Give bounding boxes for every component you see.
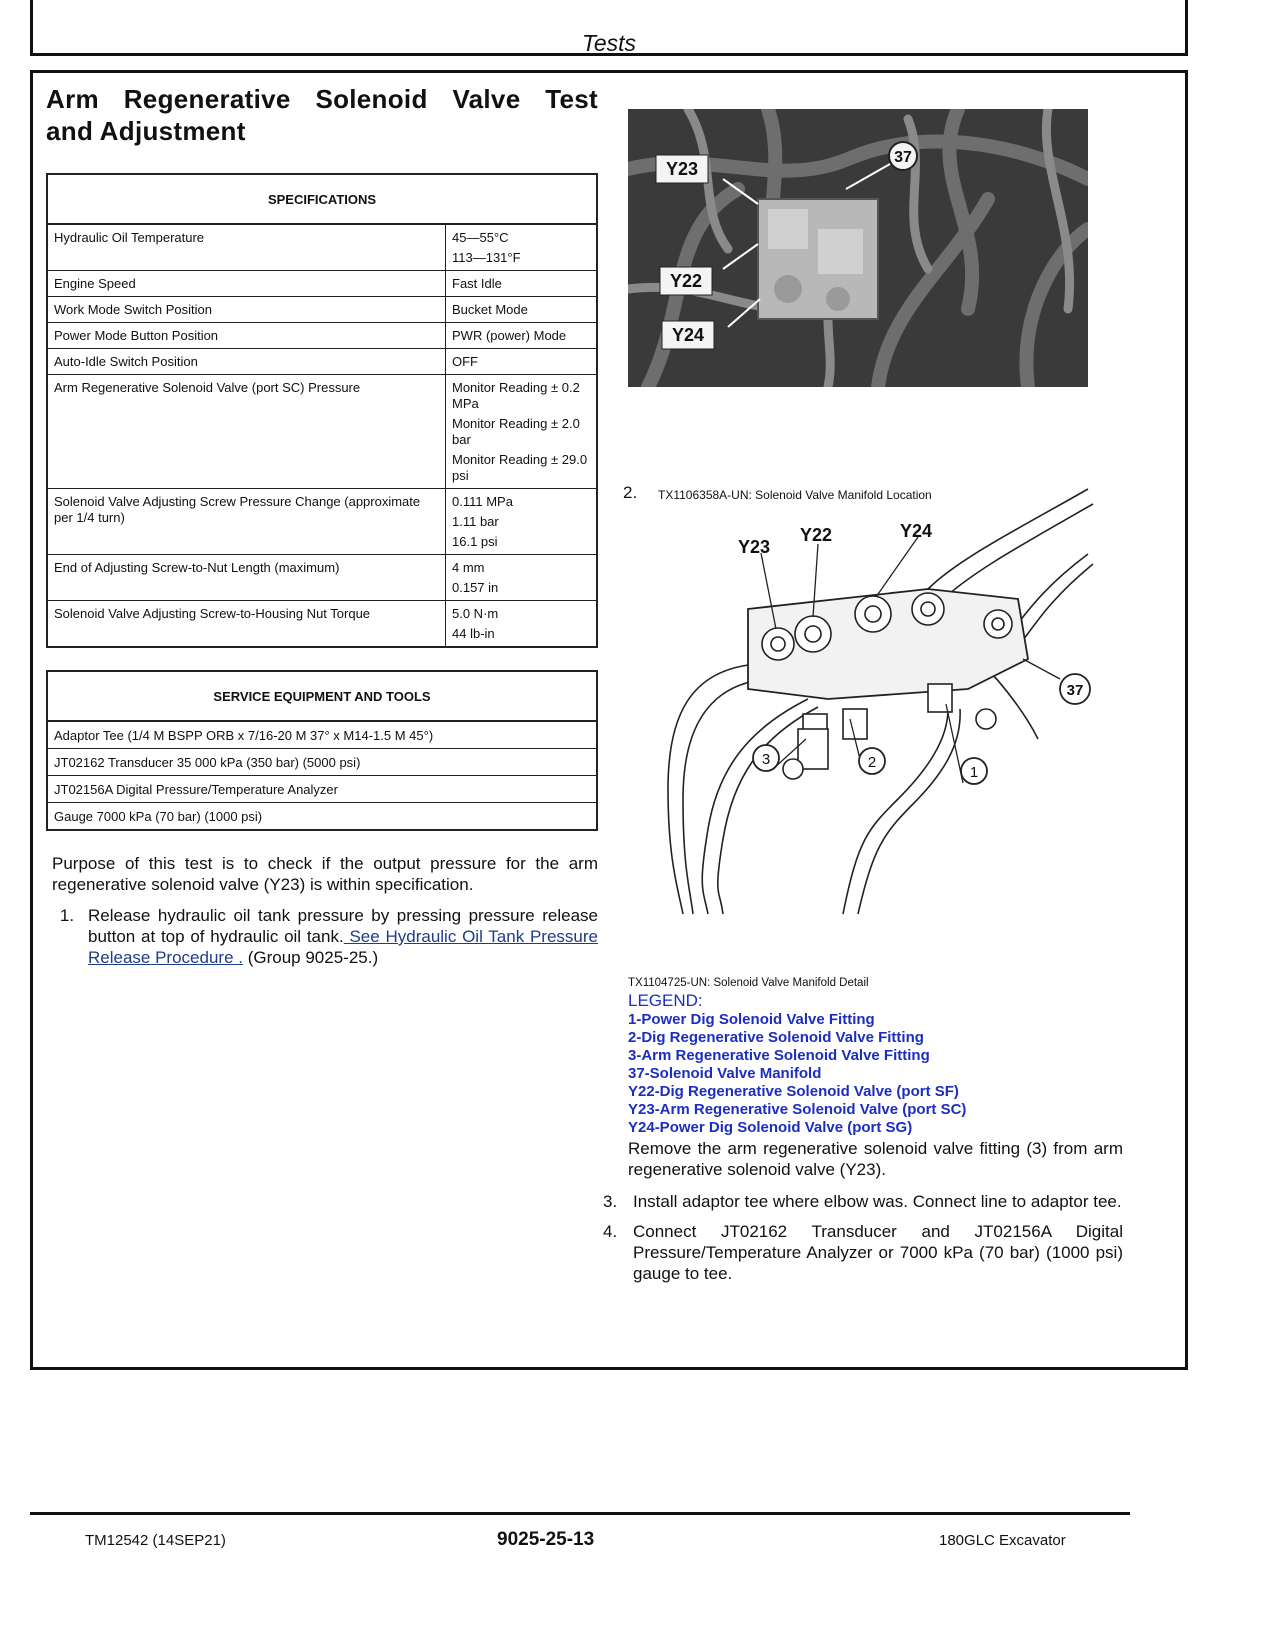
photo-label: Y22 [669, 271, 703, 291]
figure-caption: TX1104725-UN: Solenoid Valve Manifold Detail [628, 977, 869, 989]
manifold-location-photo [628, 109, 1088, 387]
step-text-part: (Group 9025-25.) [242, 948, 379, 967]
drawing-label: 3 [761, 751, 771, 768]
spec-value-line: 0.111 MPa [452, 494, 513, 509]
manifold-detail-drawing [628, 469, 1098, 919]
step-number: 1. [59, 906, 75, 925]
spec-label: Engine Speed [47, 271, 446, 297]
spec-value [446, 323, 598, 349]
spec-label: Solenoid Valve Adjusting Screw-to-Housing Nut Torque [47, 601, 446, 648]
footer-manual-id: TM12542 (14SEP21) [85, 1532, 226, 1549]
footer-divider [30, 1512, 1130, 1515]
table-row [47, 349, 597, 375]
table-row [47, 271, 597, 297]
legend-title: LEGEND: [628, 991, 703, 1010]
photo-label: Y24 [671, 325, 705, 345]
drawing-label: Y23 [738, 537, 771, 557]
legend-item: Y22-Dig Regenerative Solenoid Valve (port SF) [628, 1083, 959, 1100]
page-title-line1: Arm Regenerative Solenoid Valve Test [46, 84, 598, 114]
legend-item: 2-Dig Regenerative Solenoid Valve Fitting [628, 1029, 924, 1046]
spec-value-line: 16.1 psi [452, 534, 498, 549]
spec-value [446, 489, 598, 555]
step-2-instruction: Remove the arm regenerative solenoid valve fitting (3) from arm regenerative solenoid valve (Y23). [628, 1139, 1123, 1179]
table-row [47, 224, 597, 271]
spec-label: Auto-Idle Switch Position [47, 349, 446, 375]
spec-value-line: 113—131°F [452, 250, 521, 265]
table-row [47, 555, 597, 601]
table-row [47, 749, 597, 776]
page-header [30, 0, 1188, 56]
photo-label: 37 [894, 149, 912, 166]
tools-table [46, 670, 598, 831]
spec-value-line: Monitor Reading ± 2.0 bar [452, 416, 580, 447]
tool-item: Gauge 7000 kPa (70 bar) (1000 psi) [47, 803, 597, 831]
spec-label: Work Mode Switch Position [47, 297, 446, 323]
step-1 [46, 905, 598, 968]
spec-value-line: 45—55°C [452, 230, 509, 245]
step-4 [598, 1221, 1123, 1284]
table-row [47, 489, 597, 555]
footer-page-number: 9025-25-13 [497, 1529, 595, 1550]
spec-label: Arm Regenerative Solenoid Valve (port SC) Pressure [47, 375, 446, 489]
legend-item: 1-Power Dig Solenoid Valve Fitting [628, 1011, 875, 1028]
spec-value-line: Fast Idle [452, 276, 502, 291]
step-text: Connect JT02162 Transducer and JT02156A Digital Pressure/Temperature Analyzer or 7000 kPa (70 bar) (1000 psi) gauge to tee. [633, 1222, 1123, 1283]
page-title [46, 83, 598, 147]
spec-value [446, 271, 598, 297]
procedure-link[interactable]: See Hydraulic Oil Tank Pressure Release Procedure . [88, 927, 598, 967]
table-row [47, 721, 597, 749]
legend [628, 977, 1123, 1180]
spec-value [446, 297, 598, 323]
spec-label: End of Adjusting Screw-to-Nut Length (maximum) [47, 555, 446, 601]
spec-value [446, 224, 598, 271]
spec-value-line: 0.157 in [452, 580, 499, 595]
drawing-label: 1 [969, 764, 979, 781]
footer-model: 180GLC Excavator [939, 1532, 1066, 1549]
spec-value [446, 601, 598, 648]
step-text [88, 905, 598, 968]
photo-label: Y23 [665, 159, 699, 179]
spec-value-line: Bucket Mode [452, 302, 528, 317]
legend-item: 37-Solenoid Valve Manifold [628, 1065, 822, 1082]
legend-item: 3-Arm Regenerative Solenoid Valve Fitting [628, 1047, 930, 1064]
purpose-paragraph: Purpose of this test is to check if the output pressure for the arm regenerative solenoid valve (Y23) is within specification. [52, 854, 598, 894]
table-row [47, 776, 597, 803]
spec-value [446, 555, 598, 601]
spec-value-line: 1.11 bar [452, 514, 499, 529]
spec-label: Power Mode Button Position [47, 323, 446, 349]
drawing-label: Y22 [800, 525, 833, 545]
right-steps [598, 1191, 1123, 1293]
figure-caption: TX1106358A-UN: Solenoid Valve Manifold Location [658, 488, 932, 502]
content-box [30, 70, 1188, 1370]
drawing-label: 37 [1066, 682, 1084, 699]
specifications-title: SPECIFICATIONS [47, 174, 597, 224]
step-text-part: Release hydraulic oil tank pressure by pressing pressure release button at top of hydraulic oil tank. [88, 906, 598, 946]
table-row [47, 601, 597, 648]
drawing-label: Y24 [900, 521, 933, 541]
table-row [47, 803, 597, 831]
tool-item: Adaptor Tee (1/4 M BSPP ORB x 7/16-20 M 37° x M14-1.5 M 45°) [47, 721, 597, 749]
spec-value-line: OFF [452, 354, 478, 369]
table-row [47, 297, 597, 323]
table-row [47, 375, 597, 489]
spec-value-line: 44 lb-in [452, 626, 495, 641]
step-number: 3. [603, 1192, 618, 1211]
specifications-table [46, 173, 598, 648]
spec-label: Solenoid Valve Adjusting Screw Pressure Change (approximate per 1/4 turn) [47, 489, 446, 555]
spec-value-line: PWR (power) Mode [452, 328, 567, 343]
spec-value-line: Monitor Reading ± 0.2 MPa [452, 380, 580, 411]
step-text: Install adaptor tee where elbow was. Connect line to adaptor tee. [633, 1192, 1122, 1211]
drawing-label: 2 [867, 754, 877, 771]
step-number: 4. [603, 1222, 618, 1241]
spec-value-line: 5.0 N·m [452, 606, 499, 621]
spec-value [446, 375, 598, 489]
tools-title: SERVICE EQUIPMENT AND TOOLS [47, 671, 597, 721]
table-row [47, 323, 597, 349]
step-number: 2. [623, 483, 638, 502]
spec-value-line: 4 mm [452, 560, 485, 575]
left-column [46, 83, 598, 968]
tool-item: JT02156A Digital Pressure/Temperature Analyzer [47, 776, 597, 803]
tool-item: JT02162 Transducer 35 000 kPa (350 bar) (5000 psi) [47, 749, 597, 776]
legend-item: Y23-Arm Regenerative Solenoid Valve (port SC) [628, 1101, 967, 1118]
page-title-line2: and Adjustment [46, 116, 246, 146]
spec-value-line: Monitor Reading ± 29.0 psi [452, 452, 588, 483]
legend-item: Y24-Power Dig Solenoid Valve (port SG) [628, 1119, 913, 1136]
section-title: Tests [581, 30, 637, 56]
spec-label: Hydraulic Oil Temperature [47, 224, 446, 271]
spec-value [446, 349, 598, 375]
step-3 [598, 1191, 1123, 1212]
